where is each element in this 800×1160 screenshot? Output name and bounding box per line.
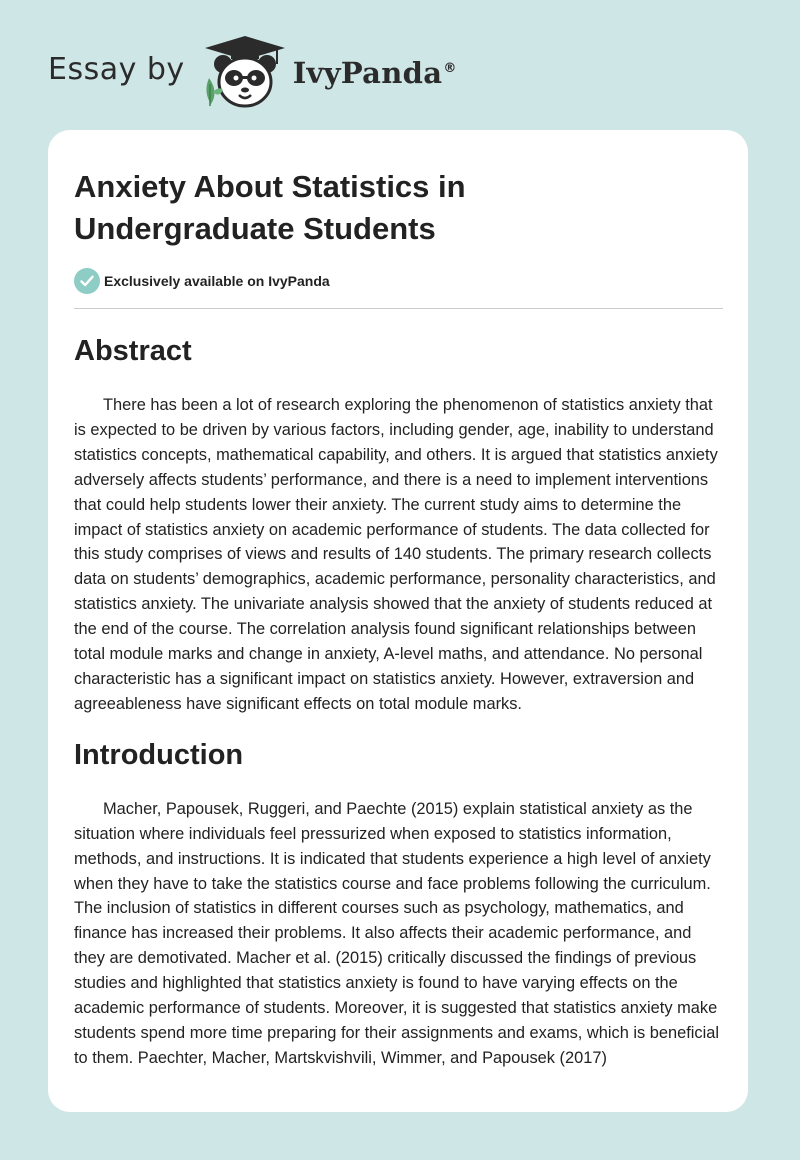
brand-name-text: IvyPanda xyxy=(292,56,443,90)
section-paragraph: There has been a lot of research exploring the phenomenon of statistics anxiety that is expected to be driven by various factors, including gender, age, inability to understand statistics concepts, mathematical capability, and others. It is argued that statistics anxiety adversely affects students’ performance, and there is a need to implement interventions that could help students lower their anxiety. The current study aims to determine the impact of statistics anxiety on academic performance of students. The data collected for this study comprises of views and results of 140 students. The primary research collects data on students’ demographics, academic performance, personality characteristics, and statistics anxiety. The univariate analysis showed that the anxiety of students reduced at the end of the course. The correlation analysis found significant relationships between total module marks and change in anxiety, A-level maths, and attendance. No personal characteristic has a significant impact on statistics anxiety. However, extraversion and agreeableness have significant effects on total module marks. xyxy=(74,396,718,713)
exclusive-badge xyxy=(74,268,722,294)
exclusive-label: Exclusively available on IvyPanda xyxy=(104,273,330,289)
panda-graduate-logo-icon xyxy=(199,34,291,110)
page-title: Anxiety About Statistics in Undergraduate Students xyxy=(74,169,466,246)
check-icon xyxy=(74,268,100,294)
title-divider xyxy=(74,308,723,309)
section-paragraph: Macher, Papousek, Ruggeri, and Paechte (2015) explain statistical anxiety as the situation where individuals feel pressurized when exposed to statistics information, methods, and instructions. It is indicated that students experience a high level of anxiety when they have to take the statistics course and face problems following the curriculum. The inclusion of statistics in different courses such as psychology, mathematics, and finance has increased their problems. It also affects their academic performance, and they are demotivated. Macher et al. (2015) critically discussed the findings of previous studies and highlighted that statistics anxiety is found to have varying effects on the academic performance of students. Moreover, it is suggested that statistics anxiety make students spend more time preparing for their assignments and exams, which is beneficial to them. Paechter, Macher, Martskvishvili, Wimmer, and Papousek (2017) xyxy=(74,799,720,1067)
section-abstract xyxy=(74,333,722,717)
brand-prefix: Essay by xyxy=(48,51,185,87)
brand-name xyxy=(293,56,457,90)
section-heading: Abstract xyxy=(74,335,192,367)
brand-header[interactable] xyxy=(48,34,457,110)
registered-mark: ® xyxy=(443,61,457,77)
section-introduction xyxy=(74,737,722,1071)
section-heading: Introduction xyxy=(74,738,244,771)
article-card xyxy=(48,130,748,1112)
